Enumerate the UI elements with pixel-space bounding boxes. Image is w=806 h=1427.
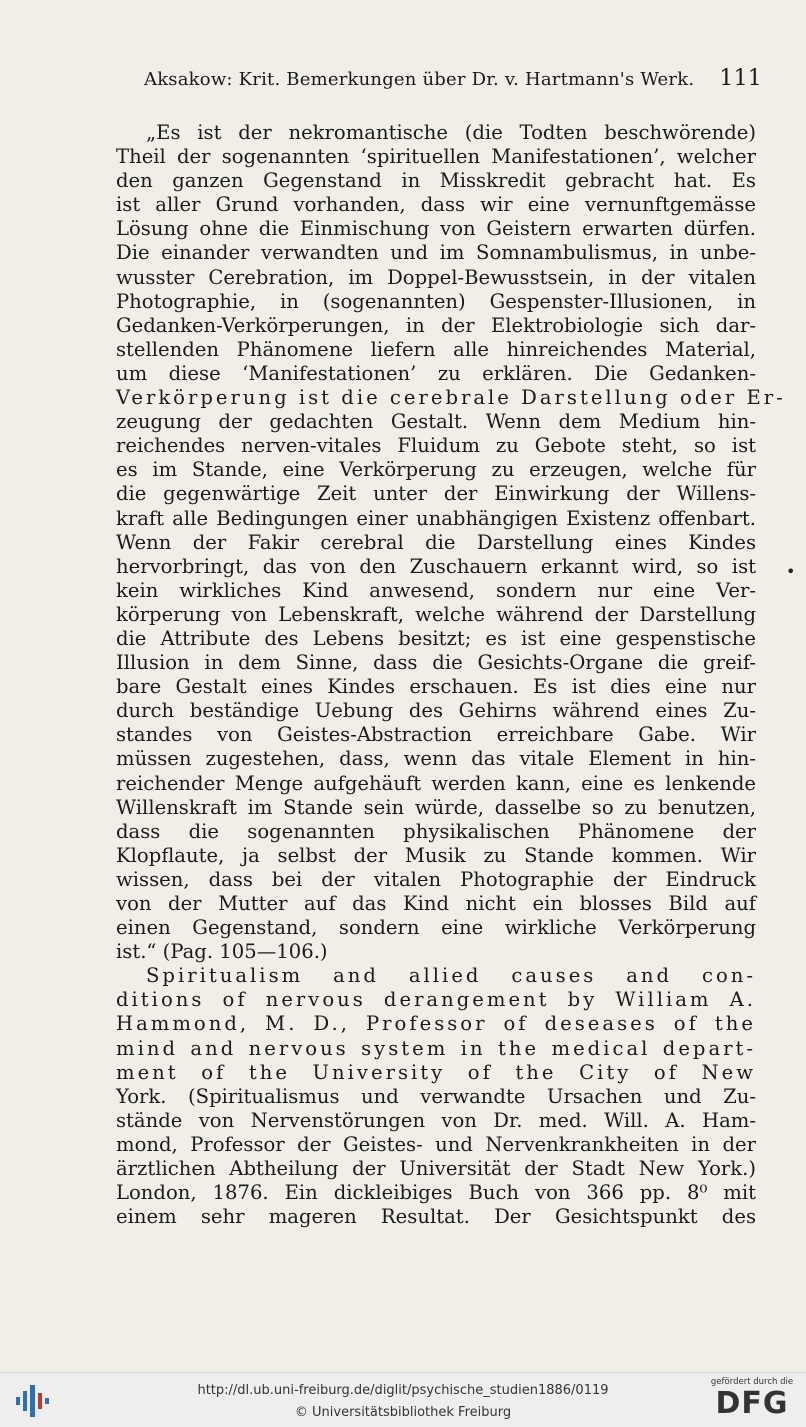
running-head [144,66,762,91]
text-line: wusster Cerebration, im Doppel-Bewusstsein, in der vitalen [116,265,756,289]
text-line: um diese ‘Manifestationen’ zu erklären. Die Gedanken- [116,361,756,385]
text-line: zeugung der gedachten Gestalt. Wenn dem Medium hin- [116,410,756,434]
dfg-logo-icon: DFG [715,1386,789,1421]
dfg-logo [706,1377,798,1425]
text-line: einen Gegenstand, sondern eine wirkliche Verkörperung [116,916,756,940]
margin-mark: • [786,562,796,581]
text-line: einem sehr mageren Resultat. Der Gesichtspunkt des [116,1205,756,1229]
text-line: ist.“ (Pag. 105—106.) [116,940,328,964]
text-line: Illusion in dem Sinne, dass die Gesichts-Organe die greif- [116,651,756,675]
text-line: es im Stande, eine Verkörperung zu erzeugen, welche für [116,458,756,482]
text-line: von der Mutter auf das Kind nicht ein blosses Bild auf [116,892,756,915]
text-line: wissen, dass bei der vitalen Photographie der Eindruck [116,867,756,891]
text-line: London, 1876. Ein dickleibiges Buch von 366 pp. 8⁰ mit [116,1181,756,1205]
text-line: ärztlichen Abtheilung der Universität der Stadt New York.) [116,1157,756,1181]
text-line: mind and nervous system in the medical depart- [116,1036,756,1060]
text-line: reichender Menge aufgehäuft werden kann, eine es lenkende [116,771,756,795]
text-line: dass die sogenannten physikalischen Phänomene der [116,819,756,843]
text-line: „Es ist der nekromantische (die Todten beschwörende) [146,121,756,144]
text-line: müssen zugestehen, dass, wenn das vitale Element in hin- [116,747,756,771]
text-line: Gedanken-Verkörperungen, in der Elektrobiologie sich dar- [116,313,756,337]
running-title: Aksakow: Krit. Bemerkungen über Dr. v. Hartmann's Werk. [144,69,695,90]
text-line: stände von Nervenstörungen von Dr. med. Will. A. Ham- [116,1108,756,1132]
text-line: Wenn der Fakir cerebral die Darstellung eines Kindes [116,530,756,554]
text-line: ditions of nervous derangement by William A. [116,988,756,1012]
text-line: die Attribute des Lebens besitzt; es ist eine gespenstische [116,626,756,650]
page-number: 111 [719,66,762,91]
text-line: mond, Professor der Geistes- und Nervenkrankheiten in der [116,1132,756,1156]
text-line: standes von Geistes-Abstraction erreichbare Gabe. Wir [116,723,756,747]
text-line: Lösung ohne die Einmischung von Geistern erwarten dürfen. [116,217,756,241]
text-line: körperung von Lebenskraft, welche während der Darstellung [116,602,756,626]
dfg-caption: gefördert durch die [710,1377,794,1387]
text-line: York. (Spiritualismus und verwandte Ursachen und Zu- [116,1084,756,1108]
text-line: Die einander verwandten und im Somnambulismus, in unbe- [116,241,756,265]
text-line: Verkörperung ist die cerebrale Darstellung oder Er- [116,386,786,410]
text-line: Theil der sogenannten ‘spirituellen Manifestationen’, welcher [116,145,756,169]
text-line: durch beständige Uebung des Gehirns während eines Zu- [116,699,756,723]
copyright-notice: © Universitätsbibliothek Freiburg [294,1405,512,1420]
text-line: hervorbringt, das von den Zuschauern erkannt wird, so ist [116,554,756,578]
text-line: ist aller Grund vorhanden, dass wir eine vernunftgemässe [116,193,756,217]
text-line: Hammond, M. D., Professor of deseases of the [116,1012,756,1036]
text-line: Willenskraft im Stande sein würde, dasselbe so zu benutzen, [116,795,756,819]
footer-bar [0,1372,806,1427]
text-line: Photographie, in (sogenannten) Gespenster-Illusionen, in [116,289,756,313]
text-line: reichendes nerven-vitales Fluidum zu Gebote steht, so ist [116,434,756,458]
text-line: kraft alle Bedingungen einer unabhängigen Existenz offenbart. [116,506,756,530]
text-line: kein wirkliches Kind anwesend, sondern nur eine Ver- [116,578,756,602]
body-text [116,121,786,1229]
text-line: stellenden Phänomene liefern alle hinreichendes Material, [116,337,756,361]
text-line: ment of the University of the City of New [116,1060,756,1084]
text-line: die gegenwärtige Zeit unter der Einwirkung der Willens- [116,482,756,506]
text-line: den ganzen Gegenstand in Misskredit gebracht hat. Es [116,169,756,193]
text-line: Spiritualism and allied causes and con- [146,964,756,988]
text-line: Klopflaute, ja selbst der Musik zu Stande kommen. Wir [116,843,756,867]
text-line: bare Gestalt eines Kindes erschauen. Es ist dies eine nur [116,675,756,699]
source-url[interactable]: http://dl.ub.uni-freiburg.de/diglit/psychische_studien1886/0119 [197,1383,609,1398]
